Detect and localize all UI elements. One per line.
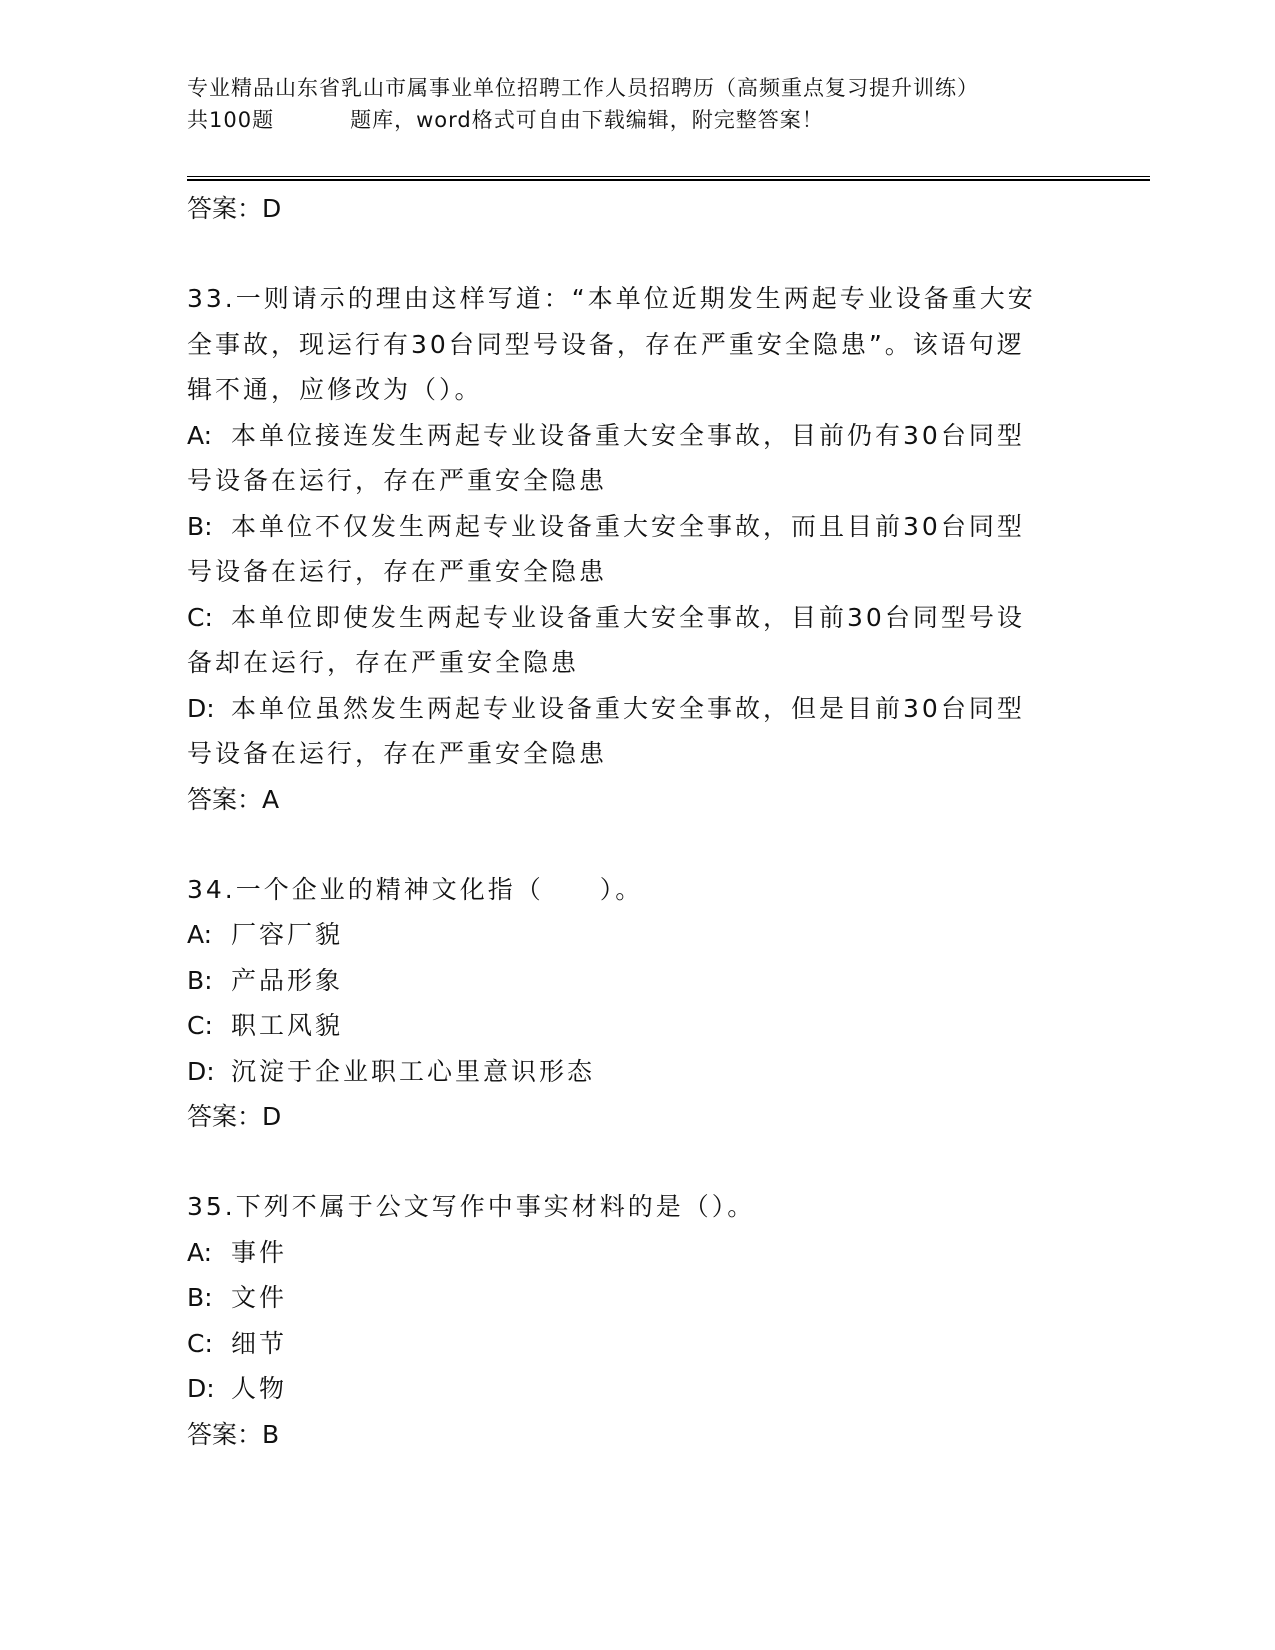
option-text: 人物	[231, 1374, 288, 1403]
answer: 答案：B	[187, 1419, 280, 1449]
question-33	[187, 276, 1087, 822]
option-c	[187, 1003, 1087, 1049]
previous-answer: 答案：D	[187, 194, 282, 223]
header-divider	[187, 176, 1150, 181]
option-d	[187, 1049, 1087, 1095]
question-text-line: 辑不通，应修改为（）。	[187, 375, 483, 404]
option-label: C:	[187, 1011, 213, 1040]
option-text: 细节	[231, 1328, 288, 1358]
option-c-continued: 备却在运行，存在严重安全隐患	[187, 648, 580, 677]
option-label: D:	[187, 1374, 215, 1403]
option-a-continued: 号设备在运行，存在严重安全隐患	[187, 466, 608, 495]
option-label: B:	[187, 1283, 213, 1312]
option-text: 本单位虽然发生两起专业设备重大安全事故，但是目前30台同型	[231, 693, 1025, 723]
option-text: 本单位不仅发生两起专业设备重大安全事故，而且目前30台同型	[231, 511, 1025, 541]
header-question-count: 共100题	[187, 108, 275, 132]
option-text: 事件	[231, 1237, 288, 1267]
option-label: A:	[187, 920, 213, 949]
option-b	[187, 504, 1087, 550]
option-d	[187, 686, 1087, 732]
question-text-line: 35.下列不属于公文写作中事实材料的是（）。	[187, 1192, 756, 1221]
option-d-continued: 号设备在运行，存在严重安全隐患	[187, 739, 608, 768]
question-text-line: 34.一个企业的精神文化指（ ）。	[187, 874, 644, 904]
option-text: 职工风貌	[231, 1011, 344, 1040]
option-text: 本单位即使发生两起专业设备重大安全事故，目前30台同型号设	[231, 602, 1025, 632]
option-label: B:	[187, 511, 213, 541]
option-a	[187, 1230, 1087, 1276]
option-c	[187, 1321, 1087, 1367]
question-text-line: 全事故，现运行有30台同型号设备，存在严重安全隐患”。该语句逻	[187, 329, 1025, 359]
option-label: A:	[187, 420, 213, 450]
option-label: B:	[187, 965, 213, 995]
option-a	[187, 912, 1087, 958]
option-label: D:	[187, 693, 215, 723]
header-title-line: 专业精品山东省乳山市属事业单位招聘工作人员招聘历（高频重点复习提升训练）	[187, 76, 979, 100]
option-a	[187, 413, 1087, 459]
option-b-continued: 号设备在运行，存在严重安全隐患	[187, 557, 608, 586]
option-label: A:	[187, 1237, 213, 1267]
header-subtitle-line	[187, 104, 1087, 136]
option-label: D:	[187, 1056, 215, 1086]
option-b	[187, 1275, 1087, 1321]
page-header	[187, 72, 1087, 136]
question-35	[187, 1184, 1087, 1457]
question-text-line: 33.一则请示的理由这样写道：“本单位近期发生两起专业设备重大安	[187, 284, 1036, 313]
answer: 答案：A	[187, 784, 280, 814]
option-text: 文件	[231, 1283, 288, 1312]
option-c	[187, 595, 1087, 641]
answer: 答案：D	[187, 1102, 282, 1131]
header-format-note: 题库，word格式可自由下载编辑，附完整答案！	[350, 108, 824, 132]
question-34	[187, 867, 1087, 1140]
option-b	[187, 958, 1087, 1004]
option-label: C:	[187, 1328, 213, 1358]
document-body	[187, 186, 1087, 1457]
option-label: C:	[187, 602, 213, 632]
option-text: 产品形象	[231, 965, 344, 995]
option-text: 本单位接连发生两起专业设备重大安全事故，目前仍有30台同型	[231, 420, 1025, 450]
option-text: 沉淀于企业职工心里意识形态	[231, 1056, 596, 1086]
option-text: 厂容厂貌	[231, 920, 344, 949]
option-d	[187, 1366, 1087, 1412]
